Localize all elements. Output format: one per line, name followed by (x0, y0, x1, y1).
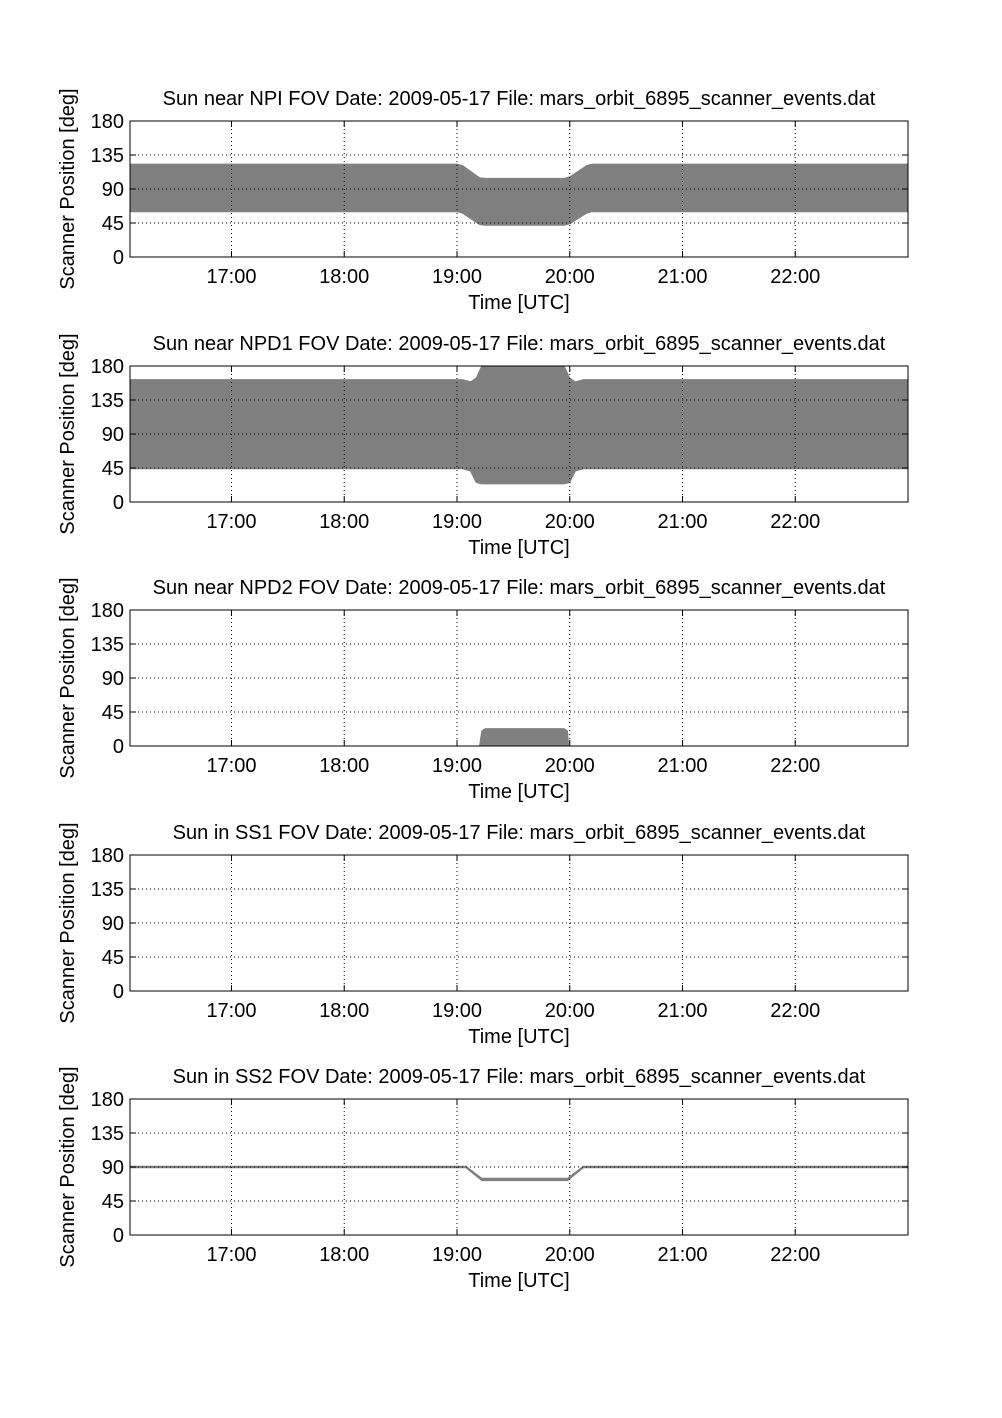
subplot-2 (57, 333, 908, 559)
plot-title: Sun in SS1 FOV Date: 2009-05-17 File: mars_orbit_6895_scanner_events.dat (172, 822, 866, 844)
x-tick-label: 21:00 (657, 266, 708, 288)
y-tick-label: 135 (90, 390, 124, 412)
data-band-1 (130, 366, 908, 484)
y-axis-label: Scanner Position [deg] (57, 1066, 79, 1268)
x-tick-label: 17:00 (206, 1244, 257, 1266)
x-tick-label: 20:00 (544, 755, 595, 777)
x-tick-label: 22:00 (770, 511, 821, 533)
x-tick-label: 21:00 (657, 755, 708, 777)
subplot-3 (57, 577, 908, 803)
x-tick-label: 21:00 (657, 1000, 708, 1022)
subplot-5 (57, 1066, 908, 1292)
x-tick-label: 17:00 (206, 1000, 257, 1022)
plot-title: Sun near NPD2 FOV Date: 2009-05-17 File: mars_orbit_6895_scanner_events.dat (152, 577, 886, 599)
x-tick-label: 19:00 (431, 1244, 483, 1266)
x-tick-label: 17:00 (206, 266, 257, 288)
x-tick-label: 19:00 (431, 755, 483, 777)
y-tick-label: 45 (101, 947, 124, 969)
y-tick-label: 0 (112, 981, 124, 1003)
x-tick-label: 19:00 (431, 1000, 483, 1022)
x-tick-label: 18:00 (319, 1244, 370, 1266)
y-tick-label: 135 (90, 145, 124, 167)
y-axis-label: Scanner Position [deg] (57, 822, 79, 1024)
x-tick-label: 22:00 (770, 266, 821, 288)
y-tick-label: 90 (101, 913, 124, 935)
x-axis-label: Time [UTC] (468, 1270, 570, 1292)
x-axis-label: Time [UTC] (468, 537, 570, 559)
y-tick-label: 0 (112, 492, 124, 514)
y-tick-label: 180 (90, 111, 124, 133)
x-tick-label: 22:00 (770, 1244, 821, 1266)
plot-title: Sun near NPD1 FOV Date: 2009-05-17 File: mars_orbit_6895_scanner_events.dat (152, 333, 886, 355)
x-tick-label: 18:00 (319, 755, 370, 777)
y-tick-label: 135 (90, 1123, 124, 1145)
y-tick-label: 45 (101, 1191, 124, 1213)
y-tick-label: 45 (101, 458, 124, 480)
y-tick-label: 90 (101, 1157, 124, 1179)
y-axis-label: Scanner Position [deg] (57, 577, 79, 779)
subplot-1 (57, 88, 908, 314)
x-axis-label: Time [UTC] (468, 292, 570, 314)
x-axis-label: Time [UTC] (468, 1026, 570, 1048)
x-tick-label: 20:00 (544, 1244, 595, 1266)
x-tick-label: 20:00 (544, 266, 595, 288)
plot-title: Sun in SS2 FOV Date: 2009-05-17 File: mars_orbit_6895_scanner_events.dat (172, 1066, 866, 1088)
data-band-1 (480, 729, 569, 746)
y-tick-label: 45 (101, 213, 124, 235)
y-tick-label: 180 (90, 1089, 124, 1111)
x-tick-label: 20:00 (544, 1000, 595, 1022)
y-tick-label: 0 (112, 1225, 124, 1247)
y-axis-label: Scanner Position [deg] (57, 88, 79, 290)
x-tick-label: 21:00 (657, 1244, 708, 1266)
y-tick-label: 180 (90, 600, 124, 622)
x-tick-label: 18:00 (319, 511, 370, 533)
y-tick-label: 180 (90, 356, 124, 378)
x-tick-label: 21:00 (657, 511, 708, 533)
y-tick-label: 0 (112, 247, 124, 269)
y-tick-label: 45 (101, 702, 124, 724)
x-tick-label: 22:00 (770, 755, 821, 777)
y-tick-label: 90 (101, 668, 124, 690)
x-tick-label: 19:00 (431, 266, 483, 288)
x-axis-label: Time [UTC] (468, 781, 570, 803)
x-tick-label: 17:00 (206, 511, 257, 533)
plot-title: Sun near NPI FOV Date: 2009-05-17 File: mars_orbit_6895_scanner_events.dat (162, 88, 876, 110)
x-tick-label: 22:00 (770, 1000, 821, 1022)
y-tick-label: 90 (101, 424, 124, 446)
x-tick-label: 19:00 (431, 511, 483, 533)
x-tick-label: 18:00 (319, 1000, 370, 1022)
y-tick-label: 135 (90, 879, 124, 901)
y-tick-label: 90 (101, 179, 124, 201)
x-tick-label: 18:00 (319, 266, 370, 288)
x-tick-label: 17:00 (206, 755, 257, 777)
subplot-4 (57, 822, 908, 1048)
y-axis-label: Scanner Position [deg] (57, 333, 79, 535)
y-tick-label: 135 (90, 634, 124, 656)
x-tick-label: 20:00 (544, 511, 595, 533)
y-tick-label: 180 (90, 845, 124, 867)
y-tick-label: 0 (112, 736, 124, 758)
